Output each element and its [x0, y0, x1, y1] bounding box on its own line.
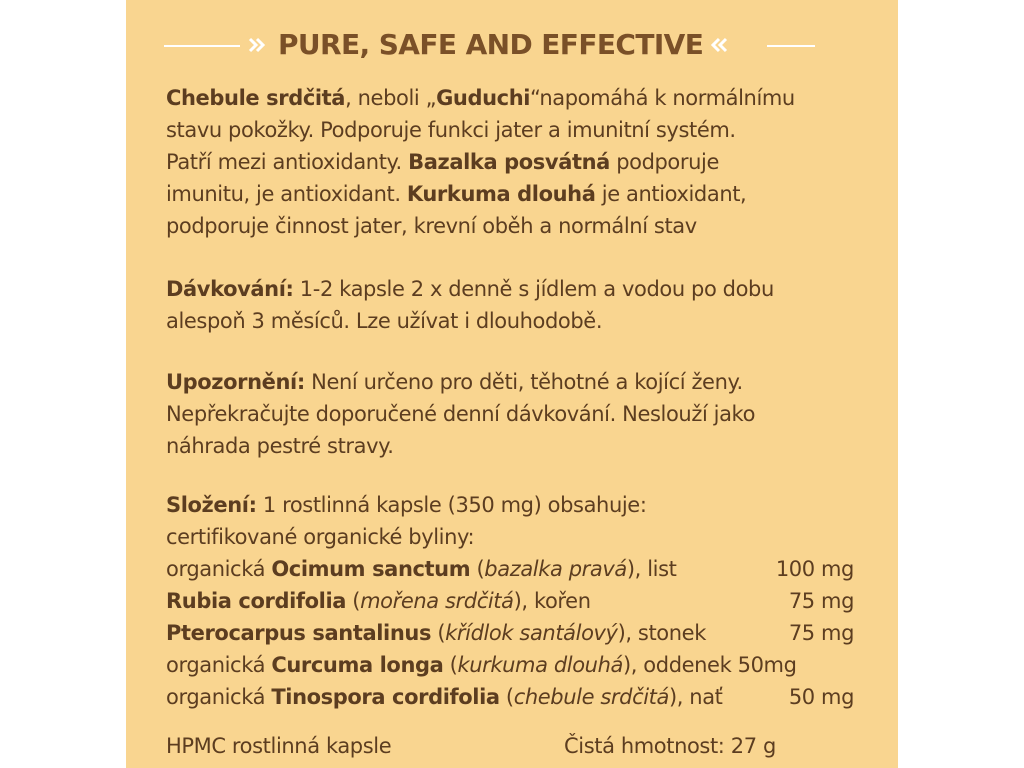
ingredient-latin-name: Rubia cordifolia [166, 589, 347, 613]
ingredient-common-name: křídlok santálový [445, 621, 618, 645]
intro-paragraph [166, 82, 876, 242]
warning-paragraph [166, 366, 876, 462]
intro-line [166, 146, 876, 178]
herb-name: Kurkuma dlouhá [406, 182, 596, 206]
warning-line: náhrada pestré stravy. [166, 434, 394, 458]
ingredient-prefix: organická [166, 685, 272, 709]
header-line-right [767, 45, 815, 47]
warning-line: Nepřekračujte doporučené denní dávkování. Neslouží jako [166, 402, 756, 426]
ingredient-quantity: 50 mg [788, 685, 854, 709]
intro-text: podporuje [609, 150, 719, 174]
composition-label: Složení: [166, 493, 257, 517]
ingredient-row [166, 617, 876, 649]
herb-name: Guduchi [436, 86, 531, 110]
ingredient-latin-name: Curcuma longa [271, 653, 444, 677]
ingredient-row [166, 649, 876, 681]
ingredient-common-name: chebule srdčitá [513, 685, 669, 709]
intro-text: je antioxidant, [595, 182, 747, 206]
double-chevron-left-icon [705, 33, 729, 57]
ingredient-quantity: 100 mg [775, 557, 854, 581]
ingredient-part: ), list [626, 557, 677, 581]
ingredient-row [166, 681, 876, 713]
intro-line [166, 178, 876, 210]
header-line-left [164, 45, 240, 47]
composition-line: certifikované organické byliny: [166, 525, 475, 549]
capsule-type: HPMC rostlinná kapsle [166, 734, 392, 758]
dosage-paragraph [166, 273, 876, 337]
intro-text: Patří mezi antioxidanty. [166, 150, 409, 174]
intro-line: stavu pokožky. Podporuje funkci jater a imunitní systém. [166, 118, 736, 142]
net-weight: Čistá hmotnost: 27 g [564, 734, 776, 758]
herb-name: Bazalka posvátná [408, 150, 610, 174]
dosage-label: Dávkování: [166, 277, 294, 301]
ingredient-paren: ( [346, 589, 361, 613]
warning-line [166, 366, 876, 398]
intro-text: imunitu, je antioxidant. [166, 182, 407, 206]
ingredient-common-name: mořena srdčitá [360, 589, 514, 613]
composition-section [166, 489, 876, 713]
dosage-line [166, 273, 876, 305]
ingredient-common-name: kurkuma dlouhá [457, 653, 623, 677]
ingredient-paren: ( [470, 557, 485, 581]
ingredient-list [166, 553, 876, 713]
ingredient-paren: ( [443, 653, 458, 677]
section-header [126, 26, 898, 66]
ingredient-paren: ( [499, 685, 514, 709]
composition-line [166, 489, 876, 521]
composition-text: 1 rostlinná kapsle (350 mg) obsahuje: [256, 493, 647, 517]
intro-text: , neboli „ [345, 86, 437, 110]
intro-line: podporuje činnost jater, krevní oběh a normální stav [166, 214, 697, 238]
product-label-panel [126, 0, 898, 768]
ingredient-part: ), kořen [513, 589, 591, 613]
ingredient-part: ), stonek [617, 621, 706, 645]
ingredient-latin-name: Tinospora cordifolia [271, 685, 500, 709]
ingredient-paren: ( [431, 621, 446, 645]
double-chevron-right-icon [247, 33, 271, 57]
warning-text: Není určeno pro děti, těhotné a kojící ženy. [304, 370, 743, 394]
ingredient-latin-name: Ocimum sanctum [271, 557, 471, 581]
ingredient-row [166, 585, 876, 617]
ingredient-quantity: 75 mg [788, 621, 854, 645]
intro-text: “napomáhá k normálnímu [530, 86, 795, 110]
dosage-text: 1-2 kapsle 2 x denně s jídlem a vodou po dobu [293, 277, 774, 301]
intro-line [166, 82, 876, 114]
warning-label: Upozornění: [166, 370, 305, 394]
page-title: PURE, SAFE AND EFFECTIVE [278, 28, 704, 61]
ingredient-latin-name: Pterocarpus santalinus [166, 621, 432, 645]
ingredient-part: ), oddenek 50mg [622, 653, 797, 677]
ingredient-prefix: organická [166, 557, 272, 581]
ingredient-quantity: 75 mg [788, 589, 854, 613]
ingredient-row [166, 553, 876, 585]
ingredient-prefix: organická [166, 653, 272, 677]
footer-row [166, 730, 816, 762]
dosage-line: alespoň 3 měsíců. Lze užívat i dlouhodobě. [166, 309, 603, 333]
herb-name: Chebule srdčitá [166, 86, 346, 110]
ingredient-part: ), nať [668, 685, 723, 709]
ingredient-common-name: bazalka pravá [484, 557, 627, 581]
